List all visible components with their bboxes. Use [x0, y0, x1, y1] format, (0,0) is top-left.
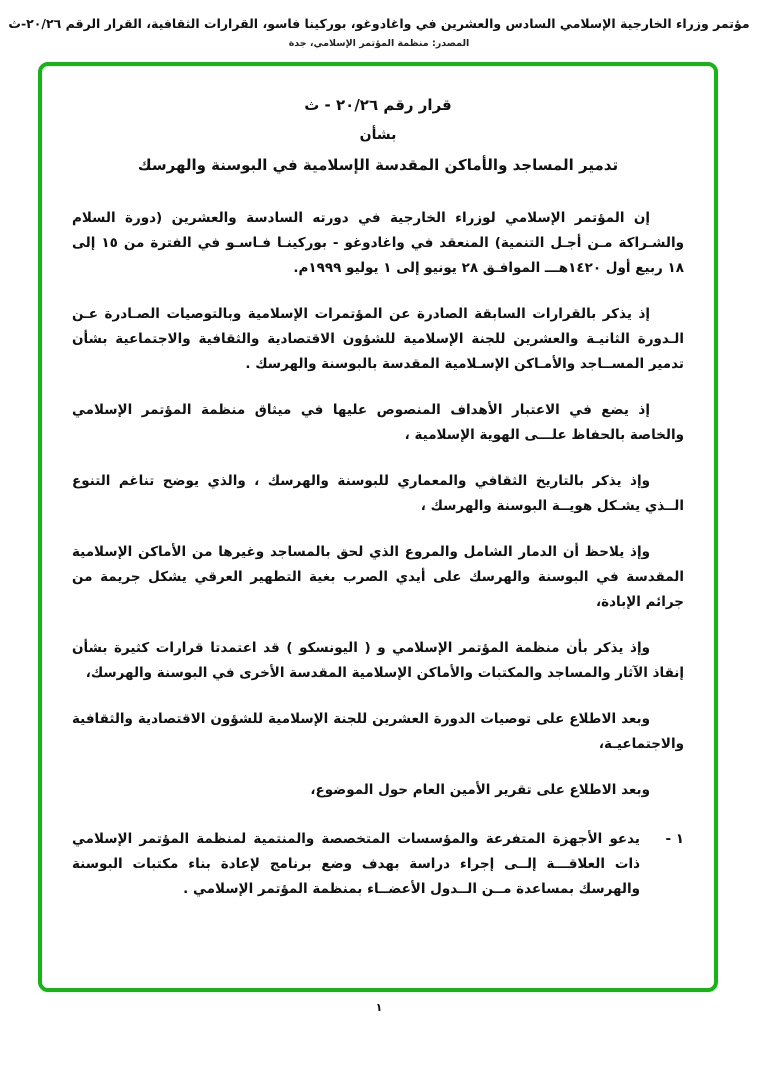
resolution-green-box [38, 62, 718, 992]
paragraph: إن المؤتمر الإسلامي لوزراء الخارجية في دورته السادسة والعشرين (دورة السلام والشـراكة مـن أجـل التنمية) المنعقد في واغادوغو - بوركينـا فـاسـو في الفترة من ١٥ إلى ١٨ ربيع أول ١٤٢٠هـــ الموافـق ٢٨ يونيو إلى ١ يوليو ١٩٩٩م. [72, 210, 684, 276]
paragraph: وإذ يذكر بأن منظمة المؤتمر الإسلامي و ( اليونسكو ) قد اعتمدتا قرارات كثيرة بشأن إنقاذ الآثار والمساجد والمكتبات والأماكن الإسلامية المقدسة الأخرى في البوسنة والهرسك، [72, 640, 684, 681]
regarding-label: بشأن [359, 127, 397, 143]
paragraph: إذ يذكر بالقرارات السابقة الصادرة عن المؤتمرات الإسلامية وبالتوصيات الصـادرة عـن الـدورة الثانيـة والعشرين للجنة الإسلامية للشؤون الاقتصادية والثقافية والاجتماعية بشأن تدمير المســاجد والأمـاكن الإسـلامية المقدسة بالبوسنة والهرسك . [72, 306, 684, 372]
conference-header-line: مؤتمر وزراء الخارجية الإسلامي السادس والعشرين في واغادوغو، بوركينا فاسو، القرارات الثقافية، القرار الرقم ٢٠/٢٦-ث [8, 16, 750, 31]
clause-number: ١ - [665, 831, 684, 847]
paragraph: وإذ يلاحظ أن الدمار الشامل والمروع الذي لحق بالمساجد وغيرها من الأماكن الإسلامية المقدسة في البوسنة والهرسك على أيدي الصرب بغية التطهير العرقي يشكل جريمة من جرائم الإبادة، [72, 544, 684, 610]
resolution-number-title: قرار رقم ٢٠/٢٦ - ث [304, 96, 452, 114]
page-number: ١ [375, 1001, 383, 1014]
resolution-subject-title: تدمير المساجد والأماكن المقدسة الإسلامية في البوسنة والهرسك [137, 156, 619, 174]
source-line: المصدر: منظمة المؤتمر الإسلامي، جدة [288, 38, 470, 49]
paragraph: وبعد الاطلاع على توصيات الدورة العشرين للجنة الإسلامية للشؤون الاقتصادية والثقافية والاجتماعيـة، [72, 711, 684, 752]
paragraph: إذ يضع في الاعتبار الأهداف المنصوص عليها في ميثاق منظمة المؤتمر الإسلامي والخاصة بالحفاظ علـــى الهوية الإسلامية ، [72, 402, 684, 443]
resolution-body [72, 206, 684, 902]
numbered-clause [72, 827, 684, 902]
paragraph: وإذ يذكر بالتاريخ الثقافي والمعماري للبوسنة والهرسك ، والذي يوضح تناغم التنوع الــذي يشـكل هويــة البوسنة والهرسك ، [72, 473, 684, 514]
title-block [72, 96, 684, 174]
clause-text: يدعو الأجهزة المتفرعة والمؤسسات المتخصصة والمنتمية لمنظمة المؤتمر الإسلامي ذات العلاقـــة إلــى إجراء دراسة بهدف وضع برنامج لإعادة بناء مكتبات البوسنة والهرسك بمساعدة مــن الــدول الأعضــاء بمنظمة المؤتمر الإسلامي . [72, 831, 640, 897]
paragraph: وبعد الاطلاع على تقرير الأمين العام حول الموضوع، [310, 782, 650, 798]
